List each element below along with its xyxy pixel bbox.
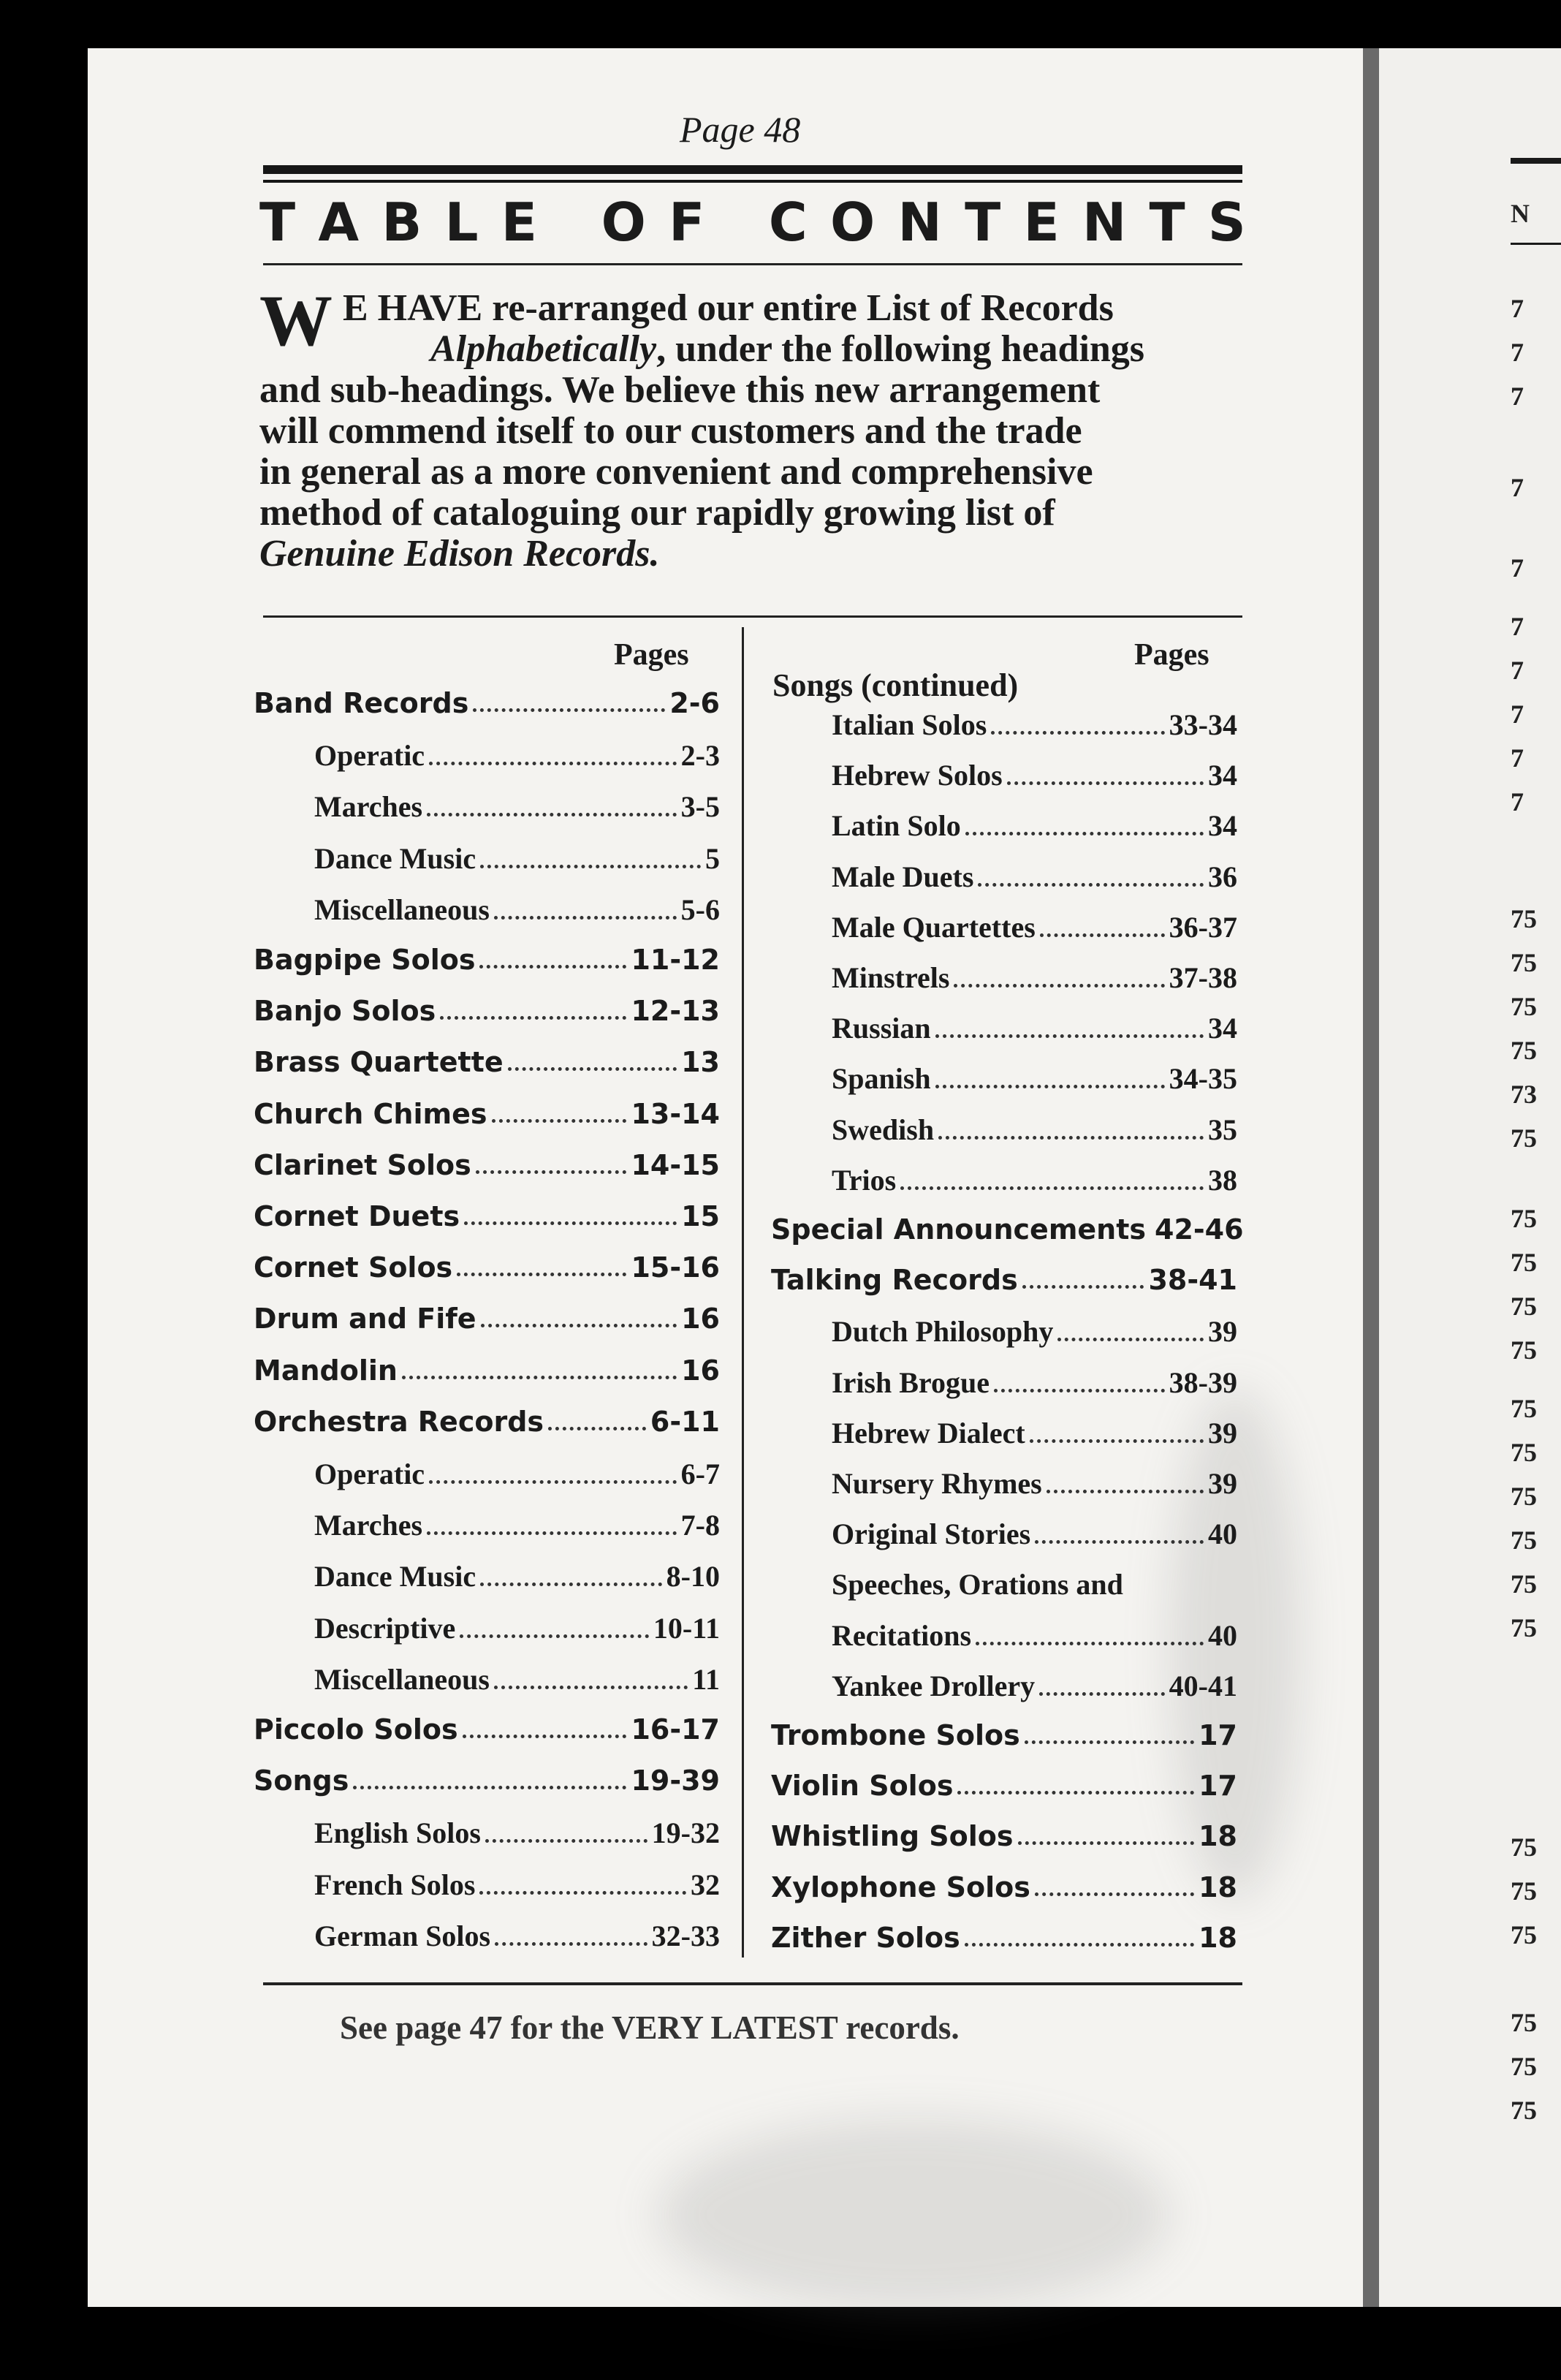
leader-dots (473, 708, 665, 712)
next-page-fragment: 7 (1511, 787, 1524, 816)
left-entry (254, 1406, 720, 1438)
right-entry (832, 1113, 1237, 1147)
entry-pages: 38-39 (1169, 1365, 1237, 1399)
entry-label: Drum and Fife (254, 1303, 476, 1335)
entry-pages: 13-14 (631, 1097, 720, 1130)
leader-dots (994, 1389, 1165, 1392)
title-letter (560, 192, 578, 253)
right-entry (832, 1618, 1237, 1653)
title-letter: T (965, 192, 1001, 253)
next-page-rule (1511, 243, 1561, 245)
entry-pages: 11-12 (631, 944, 720, 976)
right-entry (832, 1163, 1237, 1197)
entry-pages: 39 (1208, 1416, 1237, 1449)
left-entry (254, 944, 720, 976)
page-number: Page 48 (680, 109, 801, 150)
title-letter: N (1082, 192, 1127, 253)
title-letter: E (1023, 192, 1060, 253)
page-gutter (1363, 48, 1379, 2307)
right-entry (832, 1365, 1237, 1400)
entry-pages: 40 (1208, 1517, 1237, 1551)
entry-label: Piccolo Solos (254, 1713, 458, 1746)
entry-pages: 34 (1208, 759, 1237, 792)
leader-dots (476, 1170, 627, 1174)
next-page-fragment: 7 (1511, 743, 1524, 773)
leader-dots (427, 813, 677, 816)
leader-dots (464, 1221, 677, 1225)
left-entry (314, 789, 720, 824)
leader-dots (965, 1943, 1194, 1947)
next-page-fragment: 75 (1511, 1613, 1537, 1642)
entry-label: Marches (314, 790, 423, 824)
leader-dots (935, 1034, 1204, 1038)
next-page-fragment: 75 (1511, 1123, 1537, 1153)
drop-cap: W (259, 280, 333, 361)
entry-pages: 34 (1208, 809, 1237, 843)
leader-dots (978, 883, 1204, 887)
entry-label: Cornet Duets (254, 1200, 460, 1232)
next-page-fragment: 7 (1511, 338, 1524, 367)
entry-label: Irish Brogue (832, 1365, 990, 1399)
entry-label: Violin Solos (771, 1770, 954, 1803)
next-page-fragment: 75 (1511, 1482, 1537, 1511)
entry-pages: 19-32 (651, 1816, 720, 1850)
entry-label: Zither Solos (771, 1921, 960, 1954)
leader-dots (991, 731, 1164, 735)
leader-dots (1057, 1338, 1204, 1341)
leader-dots (1025, 1740, 1194, 1744)
bottom-rule (263, 1982, 1242, 1985)
right-entry (832, 1416, 1237, 1450)
next-page-fragment: 75 (1511, 1920, 1537, 1949)
title-letter: O (601, 192, 646, 253)
leader-dots (1022, 1285, 1144, 1289)
next-page-fragment: 75 (1511, 1248, 1537, 1277)
songs-continued-heading: Songs (continued) (772, 667, 1019, 703)
next-page-fragment: 73 (1511, 1080, 1537, 1109)
entry-pages: 36 (1208, 860, 1237, 893)
leader-dots (480, 865, 701, 868)
right-entry (771, 1770, 1237, 1802)
intro-line: and sub-headings. We believe this new arrangement (259, 369, 1101, 411)
leader-dots (965, 832, 1204, 835)
entry-label: Yankee Drollery (832, 1669, 1036, 1702)
leader-dots (494, 916, 677, 920)
title-letter: S (1207, 192, 1246, 253)
right-page-edge (1379, 48, 1561, 2307)
left-entry (314, 841, 720, 876)
next-page-fragment: 7 (1511, 700, 1524, 729)
entry-label: Banjo Solos (254, 995, 436, 1028)
leader-dots (1035, 1540, 1204, 1544)
title-letter: F (669, 192, 705, 253)
entry-label: Trios (832, 1163, 897, 1197)
entry-pages: 35 (1208, 1113, 1237, 1146)
entry-pages: 6-11 (650, 1405, 720, 1438)
title-letter: T (1149, 192, 1185, 253)
right-entry (771, 1264, 1237, 1296)
title-letter (728, 192, 746, 253)
left-entry (254, 687, 720, 719)
left-entry (254, 1303, 720, 1335)
entry-pages: 32-33 (651, 1919, 720, 1952)
entry-pages: 38-41 (1148, 1264, 1237, 1297)
leader-dots (402, 1376, 677, 1379)
next-page-fragment: 7 (1511, 294, 1524, 323)
leader-dots (463, 1735, 627, 1738)
next-page-fragment: 75 (1511, 1833, 1537, 1862)
entry-label: Italian Solos (832, 708, 987, 741)
entry-pages: 39 (1208, 1315, 1237, 1349)
entry-pages: 18 (1199, 1871, 1237, 1903)
leader-dots (976, 1642, 1204, 1645)
intro-emphasis: Alphabetically (430, 328, 657, 370)
entry-label: Male Duets (832, 860, 974, 893)
leader-dots (481, 1324, 677, 1327)
leader-dots (479, 1891, 686, 1895)
next-page-fragment: 75 (1511, 992, 1537, 1021)
entry-pages: 13 (681, 1046, 720, 1079)
entry-label: Descriptive (314, 1611, 456, 1645)
left-entry (314, 1457, 720, 1491)
entry-pages: 37-38 (1169, 961, 1237, 994)
left-pages-heading: Pages (614, 638, 689, 672)
next-page-fragment: 75 (1511, 1876, 1537, 1906)
entry-label: Dance Music (314, 841, 476, 875)
right-entry (832, 808, 1237, 843)
entry-label: Miscellaneous (314, 892, 490, 926)
entry-pages: 17 (1199, 1770, 1237, 1803)
right-entry (832, 960, 1237, 995)
left-entry (314, 738, 720, 773)
leader-dots (957, 1791, 1194, 1795)
intro-line: method of cataloguing our rapidly growing list of (259, 492, 1055, 534)
leader-dots (900, 1186, 1204, 1190)
entry-label: Dutch Philosophy (832, 1315, 1054, 1349)
leader-dots (1040, 933, 1165, 937)
leader-dots (1007, 781, 1204, 785)
left-entry (314, 1662, 720, 1697)
entry-pages: 15 (681, 1200, 720, 1232)
right-pages-heading: Pages (1134, 638, 1209, 672)
entry-pages: 5 (705, 841, 720, 875)
entry-label: Band Records (254, 687, 469, 719)
entry-label: Minstrels (832, 961, 950, 994)
entry-pages: 18 (1199, 1820, 1237, 1853)
intro-line-rest: , under the following headings (656, 328, 1145, 370)
left-entry (254, 1713, 720, 1746)
entry-pages: 14-15 (631, 1148, 720, 1181)
leader-dots (429, 762, 677, 765)
right-entry (832, 860, 1237, 894)
entry-pages: 3-5 (680, 790, 720, 824)
left-entry (254, 995, 720, 1027)
entry-label: Nursery Rhymes (832, 1467, 1042, 1500)
next-page-fragment: 75 (1511, 1204, 1537, 1233)
entry-pages: 19-39 (631, 1765, 720, 1797)
entry-pages: 16-17 (631, 1713, 720, 1746)
leader-dots (1047, 1490, 1204, 1493)
title-underline (263, 263, 1242, 265)
intro-line: in general as a more convenient and comprehensive (259, 451, 1093, 493)
entry-label: Male Quartettes (832, 910, 1036, 944)
leader-dots (480, 1583, 662, 1586)
entry-label: French Solos (314, 1868, 476, 1901)
leader-dots (548, 1427, 646, 1430)
entry-label: Cornet Solos (254, 1251, 453, 1284)
entry-label: Clarinet Solos (254, 1148, 471, 1181)
entry-pages: 18 (1199, 1921, 1237, 1954)
right-entry (832, 1567, 1237, 1602)
entry-label: Recitations (832, 1618, 972, 1652)
entry-pages: 2-6 (669, 687, 720, 719)
entry-label: Swedish (832, 1113, 935, 1146)
entry-pages: 34 (1208, 1012, 1237, 1045)
left-entry (254, 1765, 720, 1797)
entry-pages: 5-6 (680, 892, 720, 926)
next-page-fragment: 75 (1511, 948, 1537, 977)
intro-line (259, 534, 1239, 575)
left-entry (314, 1919, 720, 1953)
title-letter: N (897, 192, 942, 253)
entry-label: Bagpipe Solos (254, 944, 476, 976)
entry-pages: 11 (692, 1662, 720, 1696)
leader-dots (460, 1634, 649, 1638)
entry-label: Songs (254, 1765, 349, 1797)
left-entry (314, 892, 720, 927)
title-letter: O (830, 192, 876, 253)
intro-line: E HAVE re-arranged our entire List of Records (343, 287, 1114, 329)
right-entry (771, 1922, 1237, 1954)
left-entry (254, 1200, 720, 1232)
title-letter: T (259, 192, 296, 253)
right-entry (832, 1669, 1237, 1703)
title-letter: E (501, 192, 537, 253)
entry-label: Orchestra Records (254, 1405, 544, 1438)
column-divider (742, 627, 744, 1958)
right-entry (832, 1061, 1237, 1096)
title-letter: C (768, 192, 808, 253)
entry-pages: 39 (1208, 1467, 1237, 1500)
leader-dots (427, 1531, 677, 1535)
entry-pages: 34-35 (1169, 1062, 1237, 1096)
entry-pages: 36-37 (1169, 910, 1237, 944)
entry-pages: 16 (681, 1303, 720, 1335)
next-page-fragment: N (1511, 199, 1530, 228)
entry-pages: 10-11 (653, 1611, 720, 1645)
next-page-fragment: 7 (1511, 656, 1524, 685)
intro-paragraph (259, 280, 1239, 575)
entry-label: Speeches, Orations and (832, 1568, 1123, 1602)
next-page-fragment: 75 (1511, 2052, 1537, 2081)
next-page-fragment: 75 (1511, 904, 1537, 933)
next-page-fragment: 7 (1511, 553, 1524, 583)
leader-dots (1030, 1439, 1204, 1443)
entry-pages: 33-34 (1169, 708, 1237, 741)
footer-note: See page 47 for the VERY LATEST records. (340, 2009, 960, 2046)
leader-dots (440, 1016, 626, 1020)
next-page-fragment: 75 (1511, 1036, 1537, 1065)
entry-label: Spanish (832, 1062, 931, 1096)
right-entry (832, 708, 1237, 742)
entry-pages: 42-46 (1155, 1213, 1244, 1246)
leader-dots (429, 1480, 677, 1484)
entry-label: Brass Quartette (254, 1046, 504, 1079)
leader-dots (495, 1942, 647, 1946)
right-entry (832, 1466, 1237, 1501)
entry-pages: 38 (1208, 1163, 1237, 1197)
entry-label: Latin Solo (832, 809, 961, 843)
left-entry (254, 1251, 720, 1284)
leader-dots (938, 1136, 1204, 1140)
entry-label: Hebrew Solos (832, 759, 1003, 792)
left-entry (254, 1149, 720, 1181)
next-page-rule (1511, 158, 1561, 164)
entry-pages: 2-3 (680, 739, 720, 773)
right-entry (771, 1213, 1244, 1246)
page-title (259, 192, 1246, 253)
entry-pages: 12-13 (631, 995, 720, 1028)
entry-pages: 17 (1199, 1719, 1237, 1751)
entry-label: German Solos (314, 1919, 491, 1952)
entry-label: Talking Records (771, 1264, 1018, 1297)
right-entry (832, 910, 1237, 944)
entry-pages: 32 (691, 1868, 720, 1901)
leader-dots (1035, 1892, 1194, 1896)
entry-label: English Solos (314, 1816, 481, 1850)
next-page-fragment: 75 (1511, 2008, 1537, 2037)
entry-pages: 7-8 (680, 1509, 720, 1542)
left-entry (254, 1046, 720, 1078)
next-page-fragment: 75 (1511, 1438, 1537, 1467)
next-page-fragment: 75 (1511, 1526, 1537, 1555)
leader-dots (494, 1686, 688, 1689)
left-entry (314, 1816, 720, 1850)
next-page-fragment: 7 (1511, 473, 1524, 502)
entry-label: Operatic (314, 739, 425, 773)
left-entry (314, 1611, 720, 1645)
left-entry (314, 1559, 720, 1593)
paper-stain (658, 2120, 1169, 2310)
entry-pages: 8-10 (666, 1560, 720, 1593)
right-entry (832, 1517, 1237, 1551)
left-entry (314, 1868, 720, 1902)
title-letter: A (318, 192, 360, 253)
leader-dots (508, 1067, 677, 1071)
intro-line-italic: Genuine Edison Records. (259, 533, 660, 575)
leader-dots (485, 1839, 647, 1843)
leader-dots (1018, 1841, 1195, 1845)
leader-dots (353, 1786, 626, 1789)
leader-dots (935, 1085, 1165, 1088)
next-page-fragment: 7 (1511, 612, 1524, 641)
right-entry (771, 1719, 1237, 1751)
entry-pages: 40 (1208, 1618, 1237, 1652)
entry-pages: 16 (681, 1354, 720, 1387)
next-page-fragment: 7 (1511, 382, 1524, 411)
entry-label: Trombone Solos (771, 1719, 1020, 1751)
intro-line: will commend itself to our customers and the trade (259, 410, 1082, 452)
next-page-fragment: 75 (1511, 1569, 1537, 1599)
title-letter: B (381, 192, 422, 253)
left-entry (254, 1354, 720, 1387)
entry-label: Operatic (314, 1458, 425, 1490)
next-page-fragment: 75 (1511, 1335, 1537, 1365)
entry-label: Whistling Solos (771, 1820, 1014, 1853)
entry-label: Hebrew Dialect (832, 1416, 1025, 1449)
next-page-fragment: 75 (1511, 1394, 1537, 1423)
entry-label: Marches (314, 1509, 423, 1542)
title-letter: L (444, 192, 479, 253)
leader-dots (954, 984, 1164, 988)
entry-label: Special Announcements (771, 1213, 1147, 1246)
title-rule-thin (263, 180, 1242, 183)
right-entry (832, 1314, 1237, 1349)
leader-dots (492, 1119, 627, 1123)
entry-label: Xylophone Solos (771, 1871, 1030, 1903)
entry-pages: 15-16 (631, 1251, 720, 1284)
entry-pages: 6-7 (680, 1458, 720, 1490)
entry-label: Dance Music (314, 1560, 476, 1593)
right-entry (771, 1871, 1237, 1903)
right-entry (771, 1820, 1237, 1852)
left-entry (314, 1508, 720, 1542)
entry-pages: 40-41 (1169, 1669, 1237, 1702)
entry-label: Miscellaneous (314, 1662, 490, 1696)
title-rule-thick (263, 165, 1242, 174)
left-entry (254, 1098, 720, 1130)
leader-dots (479, 965, 626, 969)
intro-line (259, 329, 1239, 370)
leader-dots (1039, 1692, 1165, 1696)
leader-dots (457, 1273, 626, 1276)
right-entry (832, 1011, 1237, 1045)
right-entry (832, 758, 1237, 792)
entry-label: Original Stories (832, 1517, 1031, 1551)
entry-label: Russian (832, 1012, 931, 1045)
next-page-fragment: 75 (1511, 2096, 1537, 2125)
entry-label: Mandolin (254, 1354, 398, 1387)
next-page-fragment: 75 (1511, 1292, 1537, 1321)
section-rule (263, 615, 1242, 618)
entry-label: Church Chimes (254, 1097, 487, 1130)
